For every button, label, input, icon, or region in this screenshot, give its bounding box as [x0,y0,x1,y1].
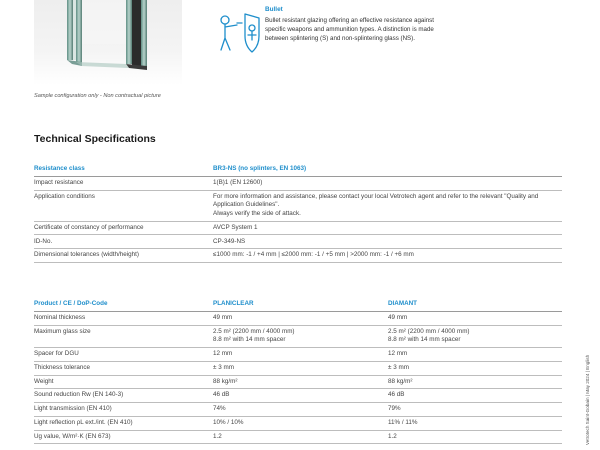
table-row [34,375,562,389]
table-row [34,416,562,430]
planiclear-value: 49 mm [213,311,388,325]
diamant-value: 79% [388,403,562,417]
header-cell: DIAMANT [388,298,562,311]
planiclear-value: 46 dB [213,389,388,403]
bullet-title: Bullet [265,6,283,13]
glass-sample-image [34,0,182,85]
row-label: Thickness tolerance [34,361,213,375]
table-row [34,361,562,375]
row-label: Light transmission (EN 410) [34,403,213,417]
table-row [34,221,562,235]
diamant-value: 49 mm [388,311,562,325]
product-header-row [34,298,562,311]
row-value: CP-349-NS [213,235,562,249]
table-row [34,389,562,403]
diamant-value: ± 3 mm [388,361,562,375]
planiclear-value: 10% / 10% [213,416,388,430]
planiclear-value: 88 kg/m² [213,375,388,389]
planiclear-value: 12 mm [213,347,388,361]
table-row [34,235,562,249]
diamant-value: 2.5 m² (2200 mm / 4000 mm) 8.8 m² with 14 mm spacer [388,325,562,347]
header-cell: BR3-NS (no splinters, EN 1063) [213,163,562,176]
spec-header-row [34,163,562,176]
table-row [34,249,562,263]
product-photo [34,0,182,85]
row-label: Ug value, W/m²·K (EN 673) [34,430,213,444]
table-row [34,311,562,325]
row-value: AVCP System 1 [213,221,562,235]
planiclear-value: 2.5 m² (2200 mm / 4000 mm) 8.8 m² with 14 mm spacer [213,325,388,347]
row-label: Impact resistance [34,176,213,190]
section-title: Technical Specifications [34,133,156,145]
spec-table [34,163,562,263]
bullet-description: Bullet resistant glazing offering an effective resistance against specific weapons and ammunition types. A distinction is made between splintering (S) and non-splintering glass (NS). [265,17,434,43]
planiclear-value: ± 3 mm [213,361,388,375]
diamant-value: 46 dB [388,389,562,403]
table-row [34,430,562,444]
diamant-value: 1.2 [388,430,562,444]
header-cell: Resistance class [34,163,213,176]
row-label: Maximum glass size [34,325,213,347]
planiclear-value: 74% [213,403,388,417]
table-row [34,403,562,417]
row-label: Weight [34,375,213,389]
row-value: 1(B)1 (EN 12600) [213,176,562,190]
planiclear-value: 1.2 [213,430,388,444]
product-table [34,298,562,444]
row-label: Nominal thickness [34,311,213,325]
diamant-value: 88 kg/m² [388,375,562,389]
shooter-with-shield-icon [215,10,261,56]
row-label: Dimensional tolerances (width/height) [34,249,213,263]
row-label: Application conditions [34,190,213,221]
image-caption: Sample configuration only - Non contractual picture [34,93,161,99]
header-cell: Product / CE / DoP-Code [34,298,213,311]
table-row [34,347,562,361]
row-value: ≤1000 mm: -1 / +4 mm | ≤2000 mm: -1 / +5 mm | >2000 mm: -1 / +6 mm [213,249,562,263]
table-row [34,190,562,221]
table-row [34,176,562,190]
header-cell: PLANICLEAR [213,298,388,311]
row-label: Spacer for DGU [34,347,213,361]
row-label: Certificate of constancy of performance [34,221,213,235]
table-row [34,325,562,347]
diamant-value: 12 mm [388,347,562,361]
row-value: For more information and assistance, please contact your local Vetrotech agent and refer to the relevant "Quality and Application Guidelines". Always verify the side of attack. [213,190,562,221]
row-label: ID-No. [34,235,213,249]
diamant-value: 11% / 11% [388,416,562,430]
side-footer-text: Vetrotech Saint-Gobain | May 2024 | English [585,354,590,445]
row-label: Sound reduction Rw (EN 140-3) [34,389,213,403]
row-label: Light reflection ρL ext./int. (EN 410) [34,416,213,430]
